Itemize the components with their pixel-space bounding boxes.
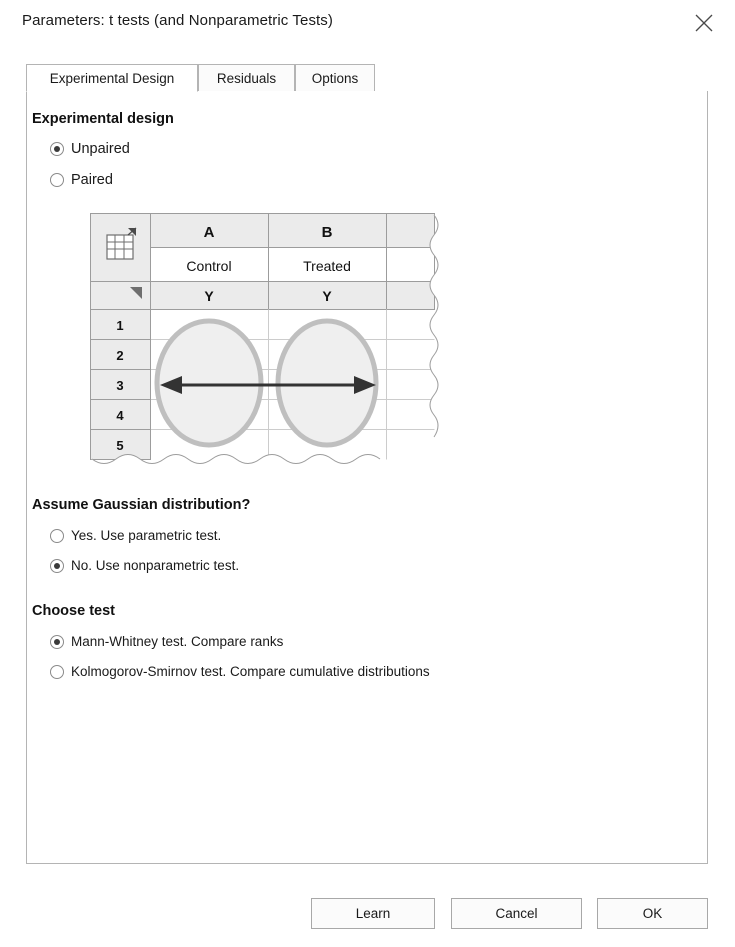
radio-label: No. Use nonparametric test. [71, 558, 240, 573]
tab-label: Residuals [216, 70, 277, 86]
svg-text:Y: Y [204, 288, 214, 304]
ok-button[interactable] [597, 898, 708, 929]
radio-nonparametric[interactable] [50, 558, 239, 573]
tab-label: Options [311, 70, 359, 86]
tab-strip [26, 64, 708, 92]
svg-text:2: 2 [116, 348, 124, 363]
radio-indicator [50, 173, 64, 187]
svg-text:A: A [203, 224, 215, 241]
gaussian-heading: Assume Gaussian distribution? [32, 497, 251, 513]
svg-text:Y: Y [322, 288, 332, 304]
radio-indicator [50, 529, 64, 543]
radio-indicator [50, 142, 64, 156]
svg-text:1: 1 [116, 318, 124, 333]
button-label: Cancel [495, 906, 538, 921]
radio-paired[interactable] [50, 172, 113, 188]
close-icon[interactable] [687, 8, 721, 38]
radio-label: Unpaired [71, 141, 130, 157]
tab-residuals[interactable] [198, 64, 295, 92]
tab-label: Experimental Design [49, 70, 175, 86]
tab-options[interactable] [295, 64, 375, 92]
cancel-button[interactable] [451, 898, 582, 929]
radio-label: Mann-Whitney test. Compare ranks [71, 634, 284, 649]
button-label: OK [642, 906, 663, 921]
svg-text:B: B [321, 224, 333, 241]
choose-test-heading: Choose test [32, 603, 115, 619]
radio-indicator [50, 559, 64, 573]
radio-unpaired[interactable] [50, 141, 130, 157]
design-illustration [90, 213, 444, 470]
radio-label: Yes. Use parametric test. [71, 528, 222, 543]
radio-indicator [50, 635, 64, 649]
window-title: Parameters: t tests (and Nonparametric Tests) [22, 12, 334, 29]
tab-panel-experimental-design [26, 91, 708, 864]
button-label: Learn [355, 906, 391, 921]
svg-text:5: 5 [116, 438, 124, 453]
svg-text:Control: Control [186, 258, 232, 274]
experimental-design-heading: Experimental design [32, 111, 174, 127]
radio-label: Kolmogorov-Smirnov test. Compare cumulative distributions [71, 664, 430, 679]
learn-button[interactable] [311, 898, 435, 929]
radio-mann-whitney[interactable] [50, 634, 283, 649]
tab-experimental-design[interactable] [26, 64, 198, 92]
radio-kolmogorov-smirnov[interactable] [50, 664, 430, 679]
title-bar [0, 0, 735, 46]
radio-indicator [50, 665, 64, 679]
radio-label: Paired [71, 172, 113, 188]
svg-text:3: 3 [116, 378, 124, 393]
svg-text:4: 4 [116, 408, 124, 423]
radio-parametric[interactable] [50, 528, 221, 543]
svg-text:Treated: Treated [303, 258, 351, 274]
